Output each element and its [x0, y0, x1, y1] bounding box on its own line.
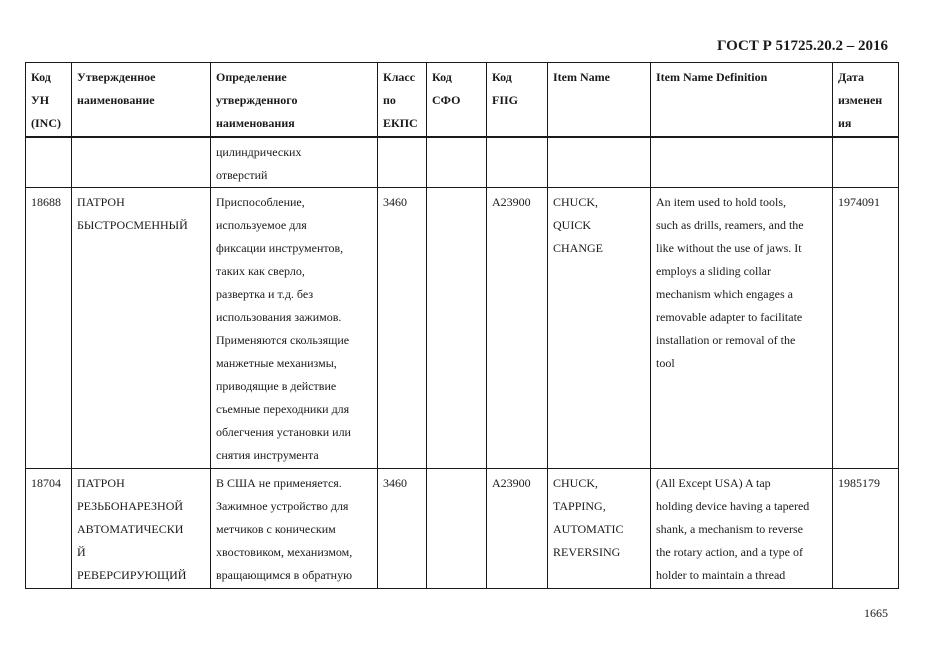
cell-text-line: приводящие в действие: [216, 378, 337, 393]
inc-cell: [26, 468, 72, 588]
definition-cell: [211, 468, 378, 588]
cell-text-line: 3460: [383, 475, 407, 490]
cell-text-line: метчиков с коническим: [216, 521, 336, 536]
header-label-line: Утвержденное: [77, 70, 156, 84]
header-cell-fiig: [487, 63, 548, 137]
fiig-cell: [487, 468, 548, 588]
definition-cell: [211, 137, 378, 188]
header-label-line: Item Name: [553, 70, 610, 84]
cell-text-line: employs a sliding collar: [656, 263, 771, 278]
cell-text-line: REVERSING: [553, 544, 621, 559]
cell-text-line: 1985179: [838, 475, 880, 490]
class-cell: [378, 137, 427, 188]
class-cell: [378, 187, 427, 468]
definition-cell: [211, 187, 378, 468]
cell-text-line: CHUCK,: [553, 194, 599, 209]
cell-text-line: CHANGE: [553, 240, 603, 255]
cell-text-line: снятия инструмента: [216, 447, 319, 462]
header-label-line: Код: [31, 70, 51, 84]
header-cell-sfo: [427, 63, 487, 137]
header-cell-inc: [26, 63, 72, 137]
cell-text-line: АВТОМАТИЧЕСКИ: [77, 521, 184, 536]
inc-cell: [26, 187, 72, 468]
header-label-line: утвержденного: [216, 93, 298, 107]
cell-text-line: holding device having a tapered: [656, 498, 810, 513]
cell-text-line: 18704: [31, 475, 61, 490]
cell-text-line: (All Except USA) A tap: [656, 475, 771, 490]
cell-text-line: используемое для: [216, 217, 307, 232]
cell-text-line: таких как сверло,: [216, 263, 305, 278]
cell-text-line: съемные переходники для: [216, 401, 350, 416]
cell-text-line: БЫСТРОСМЕННЫЙ: [77, 217, 188, 232]
cell-text-line: облегчения установки или: [216, 424, 351, 439]
cell-text-line: An item used to hold tools,: [656, 194, 786, 209]
cell-text-line: the rotary action, and a type of: [656, 544, 803, 559]
header-cell-name: [72, 63, 211, 137]
header-cell-item-def: [651, 63, 833, 137]
header-cell-item-name: [548, 63, 651, 137]
cell-text-line: фиксации инструментов,: [216, 240, 344, 255]
table-header-row: [26, 63, 899, 137]
sfo-cell: [427, 187, 487, 468]
cell-text-line: ПАТРОН: [77, 475, 125, 490]
header-label-line: УН: [31, 93, 50, 107]
header-cell-date: [833, 63, 899, 137]
inc-cell: [26, 137, 72, 188]
item-name-cell: [548, 187, 651, 468]
name-cell: [72, 137, 211, 188]
cell-text-line: развертка и т.д. без: [216, 286, 314, 301]
table-row: [26, 468, 899, 588]
name-cell: [72, 468, 211, 588]
cell-text-line: вращающимся в обратную: [216, 567, 353, 582]
cell-text-line: В США не применяется.: [216, 475, 342, 490]
header-cell-definition: [211, 63, 378, 137]
cell-text-line: such as drills, reamers, and the: [656, 217, 804, 232]
fiig-cell: [487, 137, 548, 188]
table-row: [26, 187, 899, 468]
header-label-line: ия: [838, 116, 852, 130]
class-cell: [378, 468, 427, 588]
page-number: 1665: [864, 606, 888, 620]
item-name-cell: [548, 137, 651, 188]
header-label-line: наименование: [77, 93, 155, 107]
header-label-line: СФО: [432, 93, 461, 107]
item-name-cell: [548, 468, 651, 588]
cell-text-line: A23900: [492, 475, 531, 490]
header-label-line: (INC): [31, 116, 61, 130]
cell-text-line: Зажимное устройство для: [216, 498, 349, 513]
cell-text-line: 3460: [383, 194, 407, 209]
date-cell: [833, 137, 899, 188]
fiig-cell: [487, 187, 548, 468]
cell-text-line: 1974091: [838, 194, 880, 209]
cell-text-line: цилиндрических: [216, 144, 302, 159]
header-label-line: FIIG: [492, 93, 519, 107]
cell-text-line: хвостовиком, механизмом,: [216, 544, 353, 559]
header-label-line: Код: [492, 70, 512, 84]
name-cell: [72, 187, 211, 468]
cell-text-line: A23900: [492, 194, 531, 209]
cell-text-line: использования зажимов.: [216, 309, 342, 324]
cell-text-line: манжетные механизмы,: [216, 355, 337, 370]
cell-text-line: Приспособление,: [216, 194, 305, 209]
header-label-line: ЕКПС: [383, 116, 418, 130]
cell-text-line: отверстий: [216, 167, 268, 182]
cell-text-line: TAPPING,: [553, 498, 606, 513]
cell-text-line: tool: [656, 355, 675, 370]
cell-text-line: РЕВЕРСИРУЮЩИЙ: [77, 567, 187, 582]
cell-text-line: like without the use of jaws. It: [656, 240, 802, 255]
cell-text-line: QUICK: [553, 217, 591, 232]
header-label-line: Дата: [838, 70, 864, 84]
sfo-cell: [427, 137, 487, 188]
cell-text-line: holder to maintain a thread: [656, 567, 786, 582]
cell-text-line: Применяются скользящие: [216, 332, 350, 347]
table-row: [26, 137, 899, 188]
header-label-line: Код: [432, 70, 452, 84]
cell-text-line: ПАТРОН: [77, 194, 125, 209]
date-cell: [833, 468, 899, 588]
date-cell: [833, 187, 899, 468]
cell-text-line: installation or removal of the: [656, 332, 796, 347]
cell-text-line: mechanism which engages a: [656, 286, 793, 301]
cell-text-line: shank, a mechanism to reverse: [656, 521, 803, 536]
cell-text-line: 18688: [31, 194, 61, 209]
header-label-line: Определение: [216, 70, 287, 84]
sfo-cell: [427, 468, 487, 588]
header-label-line: по: [383, 93, 396, 107]
item-def-cell: [651, 187, 833, 468]
document-title: ГОСТ Р 51725.20.2 – 2016: [716, 38, 888, 54]
item-def-cell: [651, 137, 833, 188]
header-label-line: Item Name Definition: [656, 70, 768, 84]
header-cell-class: [378, 63, 427, 137]
cell-text-line: РЕЗЬБОНАРЕЗНОЙ: [77, 498, 184, 513]
cell-text-line: removable adapter to facilitate: [656, 309, 803, 324]
header-label-line: Класс: [383, 70, 416, 84]
header-label-line: наименования: [216, 116, 295, 130]
cell-text-line: AUTOMATIC: [553, 521, 624, 536]
cell-text-line: Й: [77, 544, 86, 559]
item-def-cell: [651, 468, 833, 588]
item-name-table: [25, 62, 899, 589]
header-label-line: изменен: [838, 93, 883, 107]
cell-text-line: CHUCK,: [553, 475, 599, 490]
